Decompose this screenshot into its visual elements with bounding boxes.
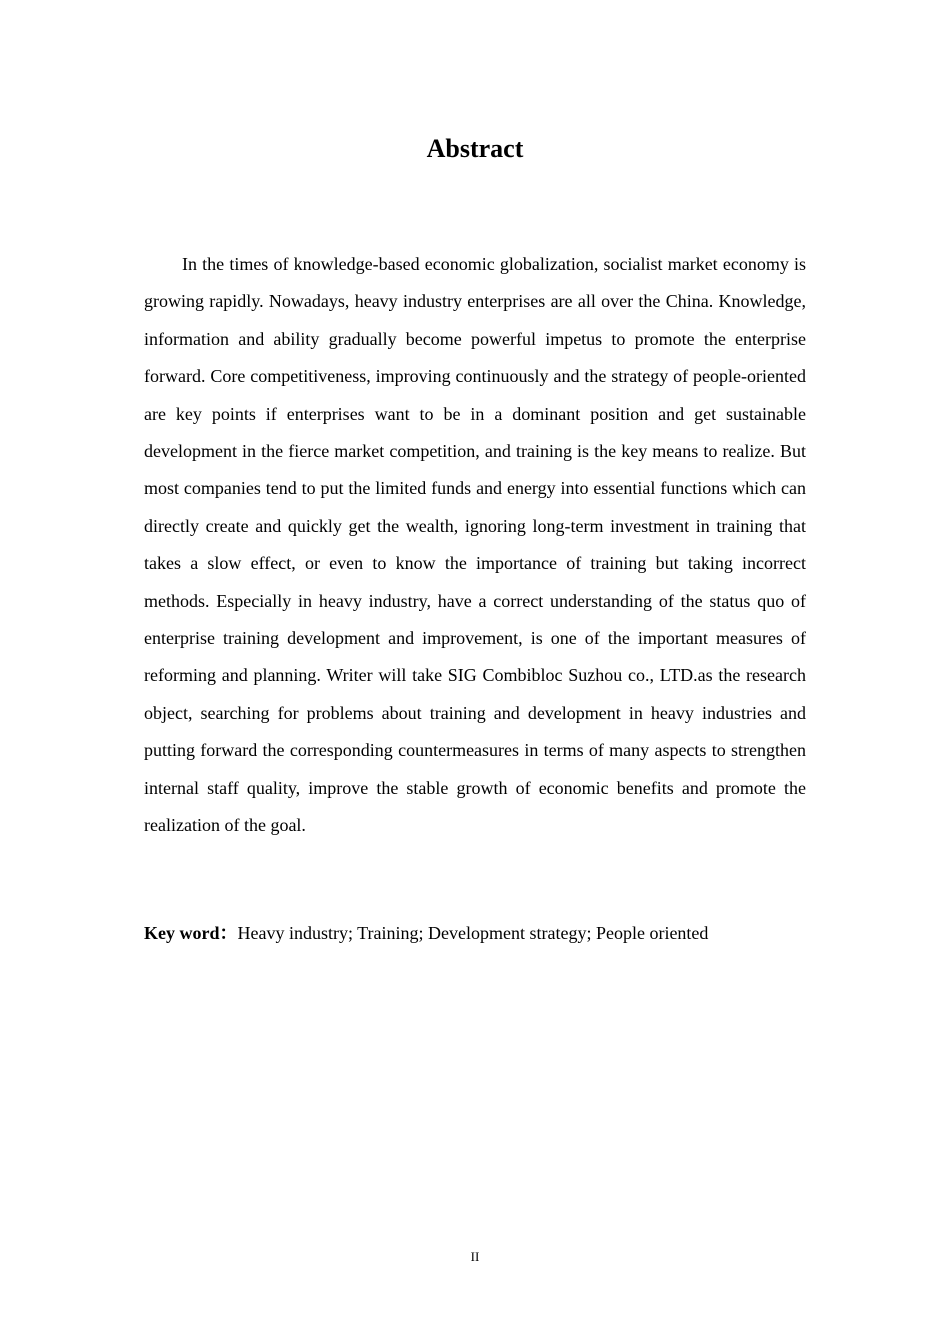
- page-title: Abstract: [426, 134, 524, 163]
- keywords-line: [144, 915, 806, 952]
- keywords-text: Heavy industry; Training; Development strategy; People oriented: [237, 923, 709, 943]
- abstract-paragraph: In the times of knowledge-based economic globalization, socialist market economy is growing rapidly. Nowadays, heavy industry enterprises are all over the China. Knowledge, information and ability gradually become powerful impetus to promote the enterprise forward. Core competitiveness, improving continuously and the strategy of people-oriented are key points if enterprises want to be in a dominant position and get sustainable development in the fierce market competition, and training is the key means to realize. But most companies tend to put the limited funds and energy into essential functions which can directly create and quickly get the wealth, ignoring long-term investment in training that takes a slow effect, or even to know the importance of training but taking incorrect methods. Especially in heavy industry, have a correct understanding of the status quo of enterprise training development and improvement, is one of the important measures of reforming and planning. Writer will take SIG Combibloc Suzhou co., LTD.as the research object, searching for problems about training and development in heavy industries and putting forward the corresponding countermeasures in terms of many aspects to strengthen internal staff quality, improve the stable growth of economic benefits and promote the realization of the goal.: [144, 254, 806, 836]
- keywords-label: Key word：: [144, 923, 238, 943]
- page-number: II: [470, 1249, 480, 1264]
